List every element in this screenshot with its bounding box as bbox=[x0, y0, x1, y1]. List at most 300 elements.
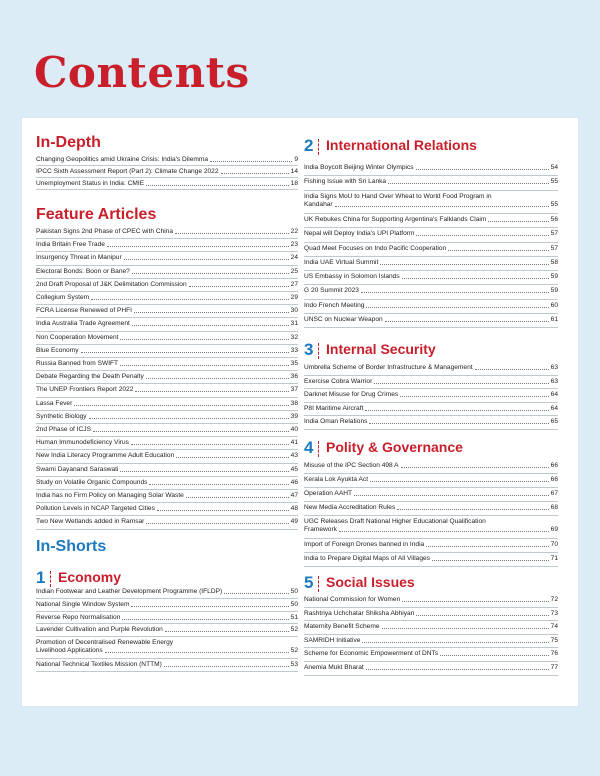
entry-divider bbox=[36, 611, 298, 612]
dot-leader bbox=[432, 560, 549, 561]
entry-divider bbox=[36, 397, 298, 398]
toc-entry-page: 50 bbox=[290, 588, 298, 595]
section-divider bbox=[318, 441, 319, 457]
toc-entry[interactable] bbox=[36, 241, 298, 249]
dot-leader bbox=[388, 183, 549, 184]
entry-divider bbox=[36, 529, 298, 530]
section-number: 1 bbox=[36, 568, 46, 587]
entry-divider bbox=[304, 487, 558, 488]
toc-entry[interactable] bbox=[36, 334, 298, 342]
dot-leader bbox=[416, 169, 549, 170]
toc-entry-title: Two New Wetlands added in Ramsar bbox=[36, 518, 145, 526]
dot-leader bbox=[385, 321, 549, 322]
toc-entry-title: Scheme for Economic Empowerment of DNTs bbox=[304, 650, 439, 658]
dot-leader bbox=[105, 652, 289, 653]
dot-leader bbox=[224, 593, 288, 594]
toc-entry[interactable] bbox=[36, 360, 298, 368]
dot-leader bbox=[175, 233, 289, 234]
toc-entry[interactable] bbox=[304, 230, 558, 238]
dot-leader bbox=[124, 259, 289, 260]
entry-divider bbox=[304, 375, 558, 376]
feature-articles-heading: Feature Articles bbox=[36, 206, 157, 223]
entry-divider bbox=[304, 227, 558, 228]
dot-leader bbox=[89, 418, 289, 419]
toc-entry-title: Insurgency Threat in Manipur bbox=[36, 254, 122, 262]
toc-entry-page: 22 bbox=[290, 228, 298, 235]
toc-entry-title: India UAE Virtual Summit bbox=[304, 258, 379, 266]
toc-entry[interactable] bbox=[304, 518, 558, 534]
dot-leader bbox=[189, 286, 289, 287]
dot-leader bbox=[146, 523, 288, 524]
entry-divider bbox=[304, 388, 558, 389]
toc-entry-title: Anemia Mukt Bharat bbox=[304, 664, 364, 671]
toc-entry-title: Umbrella Scheme of Border Infrastructure & Management bbox=[304, 364, 473, 371]
toc-entry-title: Quad Meet Focuses on Indo Pacific Cooperation bbox=[304, 244, 447, 252]
entry-divider bbox=[304, 270, 558, 271]
toc-entry[interactable] bbox=[304, 490, 558, 498]
toc-entry[interactable] bbox=[304, 610, 558, 618]
entry-divider bbox=[36, 623, 298, 624]
entry-divider bbox=[304, 552, 558, 553]
dot-leader bbox=[176, 457, 288, 458]
entry-divider bbox=[36, 436, 298, 437]
section-number: 4 bbox=[304, 438, 314, 457]
toc-entry-page: 50 bbox=[290, 600, 298, 608]
dot-leader bbox=[74, 405, 288, 406]
entry-divider bbox=[304, 620, 558, 621]
entry-divider bbox=[304, 402, 558, 403]
toc-entry[interactable] bbox=[304, 378, 558, 386]
entry-divider bbox=[36, 265, 298, 266]
toc-entry-title: National Commission for Women bbox=[304, 596, 401, 603]
toc-entry-title: UK Rebukes China for Supporting Argentina's Falklands Claim bbox=[304, 215, 487, 223]
toc-entry-title: Pollution Levels in NCAP Targeted Cities bbox=[36, 505, 155, 513]
entry-divider bbox=[36, 165, 298, 166]
entry-divider bbox=[304, 607, 558, 608]
toc-entry-title: IPCC Sixth Assessment Report (Part 2): Climate Change 2022 bbox=[36, 168, 219, 175]
dot-leader bbox=[164, 666, 289, 667]
section-divider bbox=[318, 139, 319, 155]
entry-divider bbox=[36, 291, 298, 292]
toc-entry-page: 47 bbox=[290, 492, 298, 499]
toc-entry[interactable] bbox=[36, 492, 298, 500]
dot-leader bbox=[131, 606, 288, 607]
dot-leader bbox=[365, 410, 548, 411]
toc-entry[interactable] bbox=[36, 228, 298, 236]
entry-divider bbox=[36, 463, 298, 464]
toc-entry[interactable] bbox=[36, 614, 298, 622]
entry-divider bbox=[36, 502, 298, 503]
toc-entry-page: 54 bbox=[550, 164, 558, 171]
toc-entry-page: 63 bbox=[550, 377, 558, 385]
dot-leader bbox=[91, 299, 289, 300]
toc-entry[interactable] bbox=[36, 347, 298, 355]
toc-entry[interactable] bbox=[36, 180, 298, 188]
toc-entry[interactable] bbox=[304, 287, 558, 295]
toc-entry-page: 73 bbox=[550, 609, 558, 617]
toc-entry-title: Nepal will Deploy India's UPI Platform bbox=[304, 230, 415, 238]
toc-entry[interactable] bbox=[36, 373, 298, 381]
toc-entry-title: Electoral Bonds: Boon or Bane? bbox=[36, 267, 130, 275]
toc-entry-title: Russia Banned from SWIFT bbox=[36, 360, 119, 367]
toc-entry-title: Pakistan Signs 2nd Phase of CPEC with China bbox=[36, 228, 174, 235]
dot-leader bbox=[132, 273, 289, 274]
toc-entry-page: 39 bbox=[290, 412, 298, 420]
dot-leader bbox=[448, 250, 548, 251]
toc-entry[interactable] bbox=[304, 476, 558, 484]
entry-divider bbox=[304, 473, 558, 474]
toc-entry-title: India Signs MoU to Hand Over Wheat to World Food Program in bbox=[304, 192, 492, 200]
dot-leader bbox=[361, 292, 549, 293]
entry-divider bbox=[36, 304, 298, 305]
toc-entry-title: Import of Foreign Drones banned in India bbox=[304, 541, 425, 548]
entry-divider bbox=[304, 175, 558, 176]
entry-divider bbox=[36, 598, 298, 599]
toc-entry[interactable] bbox=[304, 650, 558, 658]
dot-leader bbox=[488, 221, 548, 222]
entry-divider bbox=[304, 566, 558, 567]
toc-entry[interactable] bbox=[304, 391, 558, 399]
toc-entry-title: 2nd Phase of ICJS bbox=[36, 426, 91, 433]
entry-divider bbox=[304, 299, 558, 300]
toc-entry-page: 74 bbox=[550, 623, 558, 631]
toc-entry-title: Indian Footwear and Leather Development Programme (IFLDP) bbox=[36, 588, 223, 595]
toc-entry[interactable] bbox=[304, 637, 558, 645]
dot-leader bbox=[221, 173, 289, 174]
entry-divider bbox=[36, 278, 298, 279]
entry-divider bbox=[36, 331, 298, 332]
toc-entry[interactable] bbox=[304, 273, 558, 281]
toc-entry[interactable] bbox=[36, 479, 298, 487]
entry-divider bbox=[304, 415, 558, 416]
entry-divider bbox=[36, 423, 298, 424]
entry-divider bbox=[36, 357, 298, 358]
toc-entry[interactable] bbox=[36, 601, 298, 609]
toc-entry-page: 37 bbox=[290, 386, 298, 394]
toc-entry-title-cont: Framework bbox=[304, 526, 337, 533]
dot-leader bbox=[400, 396, 548, 397]
entry-divider bbox=[304, 190, 558, 191]
entry-divider bbox=[36, 344, 298, 345]
toc-entry-title: India Britain Free Trade bbox=[36, 241, 105, 249]
dot-leader bbox=[146, 378, 289, 379]
toc-entry-page: 46 bbox=[290, 478, 298, 486]
toc-entry-title: National Single Window System bbox=[36, 600, 130, 608]
entry-divider bbox=[304, 538, 558, 539]
toc-entry[interactable] bbox=[304, 504, 558, 512]
toc-entry-page: 30 bbox=[290, 307, 298, 315]
toc-entry[interactable] bbox=[304, 316, 558, 324]
dot-leader bbox=[93, 431, 289, 432]
dot-leader bbox=[362, 642, 548, 643]
toc-entry-page: 64 bbox=[550, 391, 558, 399]
entry-divider bbox=[304, 515, 558, 516]
entry-divider bbox=[36, 449, 298, 450]
entry-divider bbox=[36, 658, 298, 659]
toc-entry-title: New Media Accreditation Rules bbox=[304, 504, 396, 511]
toc-entry-title: Rashtriya Uchchatar Shiksha Abhiyan bbox=[304, 609, 415, 617]
entry-divider bbox=[304, 647, 558, 648]
entry-divider bbox=[304, 501, 558, 502]
toc-entry[interactable] bbox=[36, 386, 298, 394]
toc-entry-title: Maternity Benefit Scheme bbox=[304, 623, 380, 631]
section-name: Social Issues bbox=[326, 574, 415, 590]
toc-entry-page: 70 bbox=[550, 541, 558, 548]
toc-entry-page: 24 bbox=[290, 254, 298, 262]
toc-entry[interactable] bbox=[36, 466, 298, 474]
entry-divider bbox=[36, 476, 298, 477]
toc-entry[interactable] bbox=[304, 418, 558, 426]
toc-entry[interactable] bbox=[304, 259, 558, 267]
toc-entry-title: Synthetic Biology bbox=[36, 412, 87, 420]
dot-leader bbox=[165, 631, 289, 632]
toc-entry-title: Darknet Misuse for Drug Crimes bbox=[304, 391, 399, 399]
toc-entry[interactable] bbox=[304, 462, 558, 470]
toc-entry-title: Reverse Repo Normalisation bbox=[36, 613, 121, 621]
dot-leader bbox=[135, 391, 288, 392]
toc-entry-page: 55 bbox=[550, 178, 558, 186]
toc-entry-page: 49 bbox=[290, 518, 298, 526]
dot-leader bbox=[186, 497, 289, 498]
toc-entry-title: Lassa Fever bbox=[36, 399, 73, 407]
toc-entry-title: Blue Economy bbox=[36, 346, 79, 354]
entry-divider bbox=[36, 189, 298, 190]
toc-entry-title: India to Prepare Digital Maps of All Villages bbox=[304, 555, 430, 562]
toc-entry[interactable] bbox=[304, 664, 558, 672]
toc-entry-title: Exercise Cobra Warrior bbox=[304, 377, 373, 385]
dot-leader bbox=[475, 369, 549, 370]
toc-entry[interactable] bbox=[304, 555, 558, 563]
toc-entry[interactable] bbox=[36, 505, 298, 513]
toc-entry-title: Human Immunodeficiency Virus bbox=[36, 439, 129, 447]
toc-entry-page: 55 bbox=[550, 200, 558, 208]
toc-entry-title: UNSC on Nuclear Weapon bbox=[304, 316, 383, 323]
dot-leader bbox=[134, 312, 289, 313]
entry-divider bbox=[36, 410, 298, 411]
dot-leader bbox=[335, 206, 549, 207]
section-number: 3 bbox=[304, 340, 314, 359]
toc-entry-page: 65 bbox=[550, 418, 558, 426]
toc-entry-page: 9 bbox=[294, 156, 298, 163]
dot-leader bbox=[157, 510, 289, 511]
toc-entry[interactable] bbox=[304, 405, 558, 413]
section-name: Internal Security bbox=[326, 341, 436, 357]
toc-entry-page: 52 bbox=[290, 647, 298, 655]
toc-entry-title: India Oman Relations bbox=[304, 418, 368, 426]
section-name: International Relations bbox=[326, 137, 477, 153]
toc-entry[interactable] bbox=[36, 307, 298, 315]
toc-entry-title: Non Cooperation Movement bbox=[36, 333, 119, 341]
right-column bbox=[304, 118, 558, 706]
toc-entry-page: 57 bbox=[550, 230, 558, 238]
toc-entry[interactable] bbox=[36, 320, 298, 328]
toc-entry-title: G 20 Summit 2023 bbox=[304, 287, 359, 295]
toc-entry[interactable] bbox=[36, 452, 298, 460]
toc-entry-title: The UNEP Frontiers Report 2022 bbox=[36, 386, 134, 394]
toc-entry-title: FCRA License Renewed of PHFI bbox=[36, 307, 133, 315]
in-shorts-heading: In-Shorts bbox=[36, 538, 107, 555]
toc-entry-page: 33 bbox=[290, 346, 298, 354]
dot-leader bbox=[397, 509, 548, 510]
section-number: 5 bbox=[304, 573, 314, 592]
toc-entry-page: 57 bbox=[550, 244, 558, 252]
toc-entry-title: Kerala Lok Ayukta Act bbox=[304, 476, 369, 483]
toc-entry-page: 31 bbox=[290, 320, 298, 328]
dot-leader bbox=[146, 185, 289, 186]
toc-entry-page: 32 bbox=[290, 333, 298, 341]
toc-entry-title: Study on Volatile Organic Compounds bbox=[36, 478, 148, 486]
toc-entry[interactable] bbox=[36, 413, 298, 421]
toc-entry-page: 60 bbox=[550, 301, 558, 309]
entry-divider bbox=[36, 370, 298, 371]
toc-entry[interactable] bbox=[36, 281, 298, 289]
dot-leader bbox=[369, 423, 548, 424]
toc-entry-page: 66 bbox=[550, 462, 558, 469]
toc-entry-page: 58 bbox=[550, 258, 558, 266]
toc-entry-page: 27 bbox=[290, 280, 298, 288]
toc-entry[interactable] bbox=[304, 178, 558, 186]
toc-entry[interactable] bbox=[36, 156, 298, 164]
entry-divider bbox=[36, 515, 298, 516]
toc-entry-title: UGC Releases Draft National Higher Educational Qualification bbox=[304, 518, 486, 525]
toc-entry-title: 2nd Draft Proposal of J&K Delimitation Commission bbox=[36, 280, 187, 288]
toc-entry[interactable] bbox=[36, 661, 298, 669]
toc-entry-page: 53 bbox=[290, 661, 298, 668]
toc-entry[interactable] bbox=[36, 439, 298, 447]
toc-entry[interactable] bbox=[36, 254, 298, 262]
dot-leader bbox=[354, 495, 549, 496]
toc-entry-title: Indo French Meeting bbox=[304, 301, 365, 309]
toc-entry-page: 59 bbox=[550, 273, 558, 281]
toc-entry-title: Fishing Issue with Sri Lanka bbox=[304, 178, 387, 186]
toc-entry-page: 64 bbox=[550, 404, 558, 412]
toc-entry-title: Unemployment Status in India: CMIE bbox=[36, 180, 145, 187]
toc-entry-page: 77 bbox=[550, 664, 558, 671]
entry-divider bbox=[304, 284, 558, 285]
toc-entry[interactable] bbox=[36, 626, 298, 634]
toc-entry[interactable] bbox=[304, 623, 558, 631]
toc-entry[interactable] bbox=[304, 364, 558, 372]
toc-entry[interactable] bbox=[304, 596, 558, 604]
toc-entry-page: 45 bbox=[290, 465, 298, 473]
toc-entry[interactable] bbox=[304, 302, 558, 310]
toc-entry[interactable] bbox=[36, 168, 298, 176]
entry-divider bbox=[304, 242, 558, 243]
toc-entry-page: 25 bbox=[290, 267, 298, 275]
toc-entry[interactable] bbox=[36, 639, 298, 655]
contents-panel bbox=[22, 118, 578, 706]
dot-leader bbox=[122, 619, 288, 620]
toc-entry[interactable] bbox=[36, 294, 298, 302]
entry-divider bbox=[304, 256, 558, 257]
toc-entry-page: 41 bbox=[290, 439, 298, 447]
toc-entry-page: 75 bbox=[550, 636, 558, 644]
section-number: 2 bbox=[304, 136, 314, 155]
entry-divider bbox=[304, 213, 558, 214]
toc-entry-page: 52 bbox=[290, 626, 298, 634]
section-divider bbox=[318, 343, 319, 359]
toc-entry[interactable] bbox=[36, 400, 298, 408]
dot-leader bbox=[366, 669, 549, 670]
dot-leader bbox=[402, 278, 549, 279]
toc-entry-page: 61 bbox=[550, 316, 558, 323]
dot-leader bbox=[416, 615, 548, 616]
in-depth-heading: In-Depth bbox=[36, 134, 101, 151]
toc-entry[interactable] bbox=[36, 268, 298, 276]
entry-divider bbox=[36, 636, 298, 637]
toc-entry-title: US Embassy in Solomon Islands bbox=[304, 273, 400, 281]
dot-leader bbox=[339, 531, 549, 532]
toc-entry-title: New India Literacy Programme Adult Education bbox=[36, 452, 175, 460]
toc-entry-page: 51 bbox=[290, 613, 298, 621]
toc-entry-title: Collegium System bbox=[36, 294, 90, 301]
entry-divider bbox=[304, 429, 558, 430]
dot-leader bbox=[382, 628, 549, 629]
toc-entry[interactable] bbox=[36, 518, 298, 526]
dot-leader bbox=[81, 352, 289, 353]
toc-entry[interactable] bbox=[304, 216, 558, 224]
page-title: Contents bbox=[34, 48, 250, 97]
dot-leader bbox=[366, 307, 548, 308]
toc-entry-title-cont: Kandahar bbox=[304, 200, 333, 208]
entry-divider bbox=[36, 238, 298, 239]
dot-leader bbox=[120, 365, 289, 366]
toc-entry-title: India Australia Trade Agreement bbox=[36, 320, 130, 328]
toc-entry-page: 23 bbox=[290, 241, 298, 249]
dot-leader bbox=[132, 325, 289, 326]
entry-divider bbox=[304, 661, 558, 662]
toc-entry-title: Lavender Cultivation and Purple Revolution bbox=[36, 626, 163, 634]
dot-leader bbox=[120, 471, 288, 472]
toc-entry-page: 43 bbox=[290, 452, 298, 460]
entry-divider bbox=[36, 383, 298, 384]
toc-entry[interactable] bbox=[36, 426, 298, 434]
entry-divider bbox=[36, 177, 298, 178]
toc-entry-page: 63 bbox=[550, 364, 558, 371]
entry-divider bbox=[36, 317, 298, 318]
toc-entry[interactable] bbox=[304, 164, 558, 172]
toc-entry-title: SAMRIDH Initiative bbox=[304, 636, 361, 644]
dot-leader bbox=[374, 383, 548, 384]
dot-leader bbox=[380, 264, 548, 265]
section-name: Economy bbox=[58, 569, 122, 585]
toc-entry-title: India Boycott Beijing Winter Olympics bbox=[304, 164, 414, 171]
toc-entry[interactable] bbox=[304, 541, 558, 549]
left-column bbox=[36, 118, 298, 706]
toc-entry-page: 76 bbox=[550, 650, 558, 658]
toc-entry[interactable] bbox=[304, 245, 558, 253]
dot-leader bbox=[107, 246, 289, 247]
toc-entry-page: 35 bbox=[290, 360, 298, 367]
toc-entry-page: 29 bbox=[290, 294, 298, 301]
entry-divider bbox=[36, 489, 298, 490]
toc-entry[interactable] bbox=[36, 588, 298, 596]
toc-entry-page: 68 bbox=[550, 504, 558, 511]
dot-leader bbox=[149, 484, 288, 485]
toc-entry[interactable] bbox=[304, 193, 558, 209]
dot-leader bbox=[131, 444, 289, 445]
toc-entry-title: Changing Geopolitics amid Ukraine Crisis: India's Dilemma bbox=[36, 156, 209, 163]
toc-entry-page: 40 bbox=[290, 426, 298, 433]
dot-leader bbox=[402, 601, 548, 602]
section-name: Polity & Governance bbox=[326, 439, 463, 455]
toc-entry-title: P8I Maritime Aircraft bbox=[304, 404, 364, 412]
entry-divider bbox=[36, 251, 298, 252]
section-divider bbox=[50, 571, 51, 587]
toc-entry-page: 59 bbox=[550, 287, 558, 295]
dot-leader bbox=[401, 467, 549, 468]
toc-entry-page: 69 bbox=[550, 526, 558, 533]
